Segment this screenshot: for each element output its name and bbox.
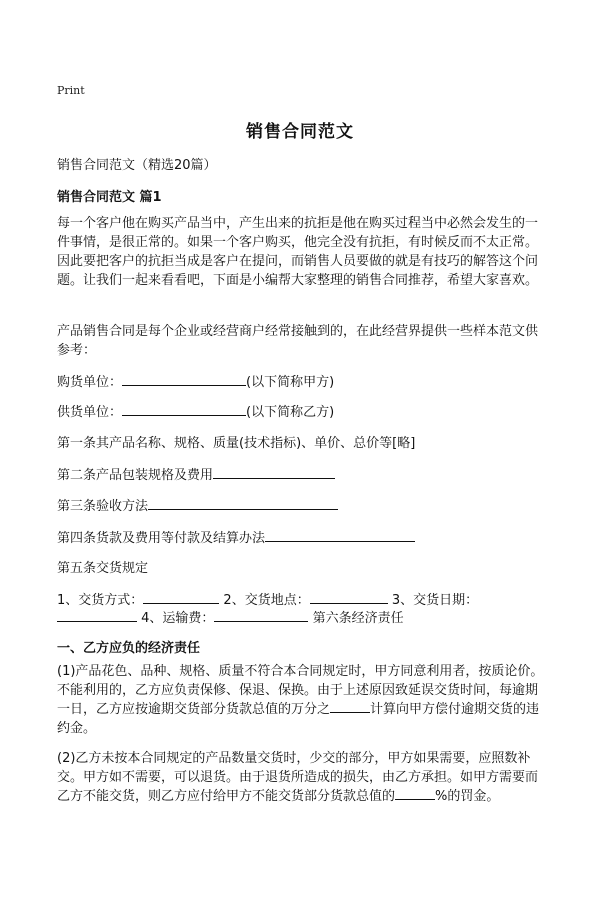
buyer-label: 购货单位： [57,375,123,390]
seller-blank [122,403,246,416]
seller-label: 供货单位： [57,405,123,420]
delivery-place-blank [310,591,388,604]
buyer-line [57,371,334,390]
clause-1-text-end: 计算向甲方偿付逾期交货的违约金。 [57,702,540,736]
delivery-line-1 [57,589,478,608]
delivery-date-blank [57,609,137,622]
delivery-date-label: 3、交货日期： [391,593,479,608]
seller-suffix: (以下简称乙方) [246,405,335,420]
clause-2-text-end: %的罚金。 [435,789,500,804]
article-4-blank [265,529,415,542]
delivery-place-label: 2、交货地点： [223,593,310,608]
article-3-line [57,495,338,514]
print-link[interactable]: Print [57,84,85,97]
clause-2-blank [395,787,435,800]
buyer-suffix: (以下简称甲方) [246,375,335,390]
article-5: 第五条交货规定 [57,561,149,576]
article-2: 第二条产品包装规格及费用 [57,468,214,483]
delivery-method-label: 1、交货方式： [57,593,144,608]
subtitle: 销售合同范文（精选20篇） [57,158,217,173]
article-3-blank [148,497,338,510]
intro-paragraph: 每一个客户他在购买产品当中，产生出来的抗拒是他在购买过程当中必然会发生的一件事情，是很正常的。如果一个客户购买，他完全没有抗拒，有时候反而不太正常。因此要把客户的抗拒当成是客户在提问，而销售人员要做的就是有技巧的解答这个问题。让我们一起来看看吧，下面是小编帮大家整理的销售合同推荐，希望大家喜欢。 [57,216,539,288]
article-6: 第六条经济责任 [312,611,404,626]
article-4-line [57,527,415,546]
transport-label: 4、运输费： [141,611,215,626]
section-heading-2: 一、乙方应负的经济责任 [57,641,201,656]
section-heading-1: 销售合同范文 篇1 [57,190,162,205]
clause-2-text: (2)乙方未按本合同规定的产品数量交货时，少交的部分，甲方如果需要，应照数补交。甲方如不需要，可以退货。由于退货所造成的损失，由乙方承担。如甲方需要而乙方不能交货，则乙方应付给甲方不能交货部分货款总值的 [57,751,539,804]
article-2-line [57,464,335,483]
delivery-method-blank [143,591,219,604]
delivery-line-2 [57,607,404,626]
clause-1 [57,662,547,738]
intro-paragraph-2: 产品销售合同是每个企业或经营商户经常接触到的，在此经营界提供一些样本范文供参考： [57,324,539,358]
buyer-blank [122,373,246,386]
clause-2 [57,749,547,806]
seller-line [57,401,334,420]
article-3: 第三条验收方法 [57,499,149,514]
clause-1-text: (1)产品花色、品种、规格、质量不符合本合同规定时，甲方同意利用者，按质论价。不能利用的，乙方应负责保修、保退、保换。由于上述原因致延误交货时间，每逾期一日，乙方应按逾期交货部分货款总值的万分之 [57,664,544,717]
article-4: 第四条货款及费用等付款及结算办法 [57,531,266,546]
article-2-blank [213,466,335,479]
transport-blank [214,609,308,622]
page-title: 销售合同范文 [246,122,354,142]
article-1: 第一条其产品名称、规格、质量(技术指标)、单价、总价等[略] [57,436,416,451]
clause-1-blank [330,700,370,713]
